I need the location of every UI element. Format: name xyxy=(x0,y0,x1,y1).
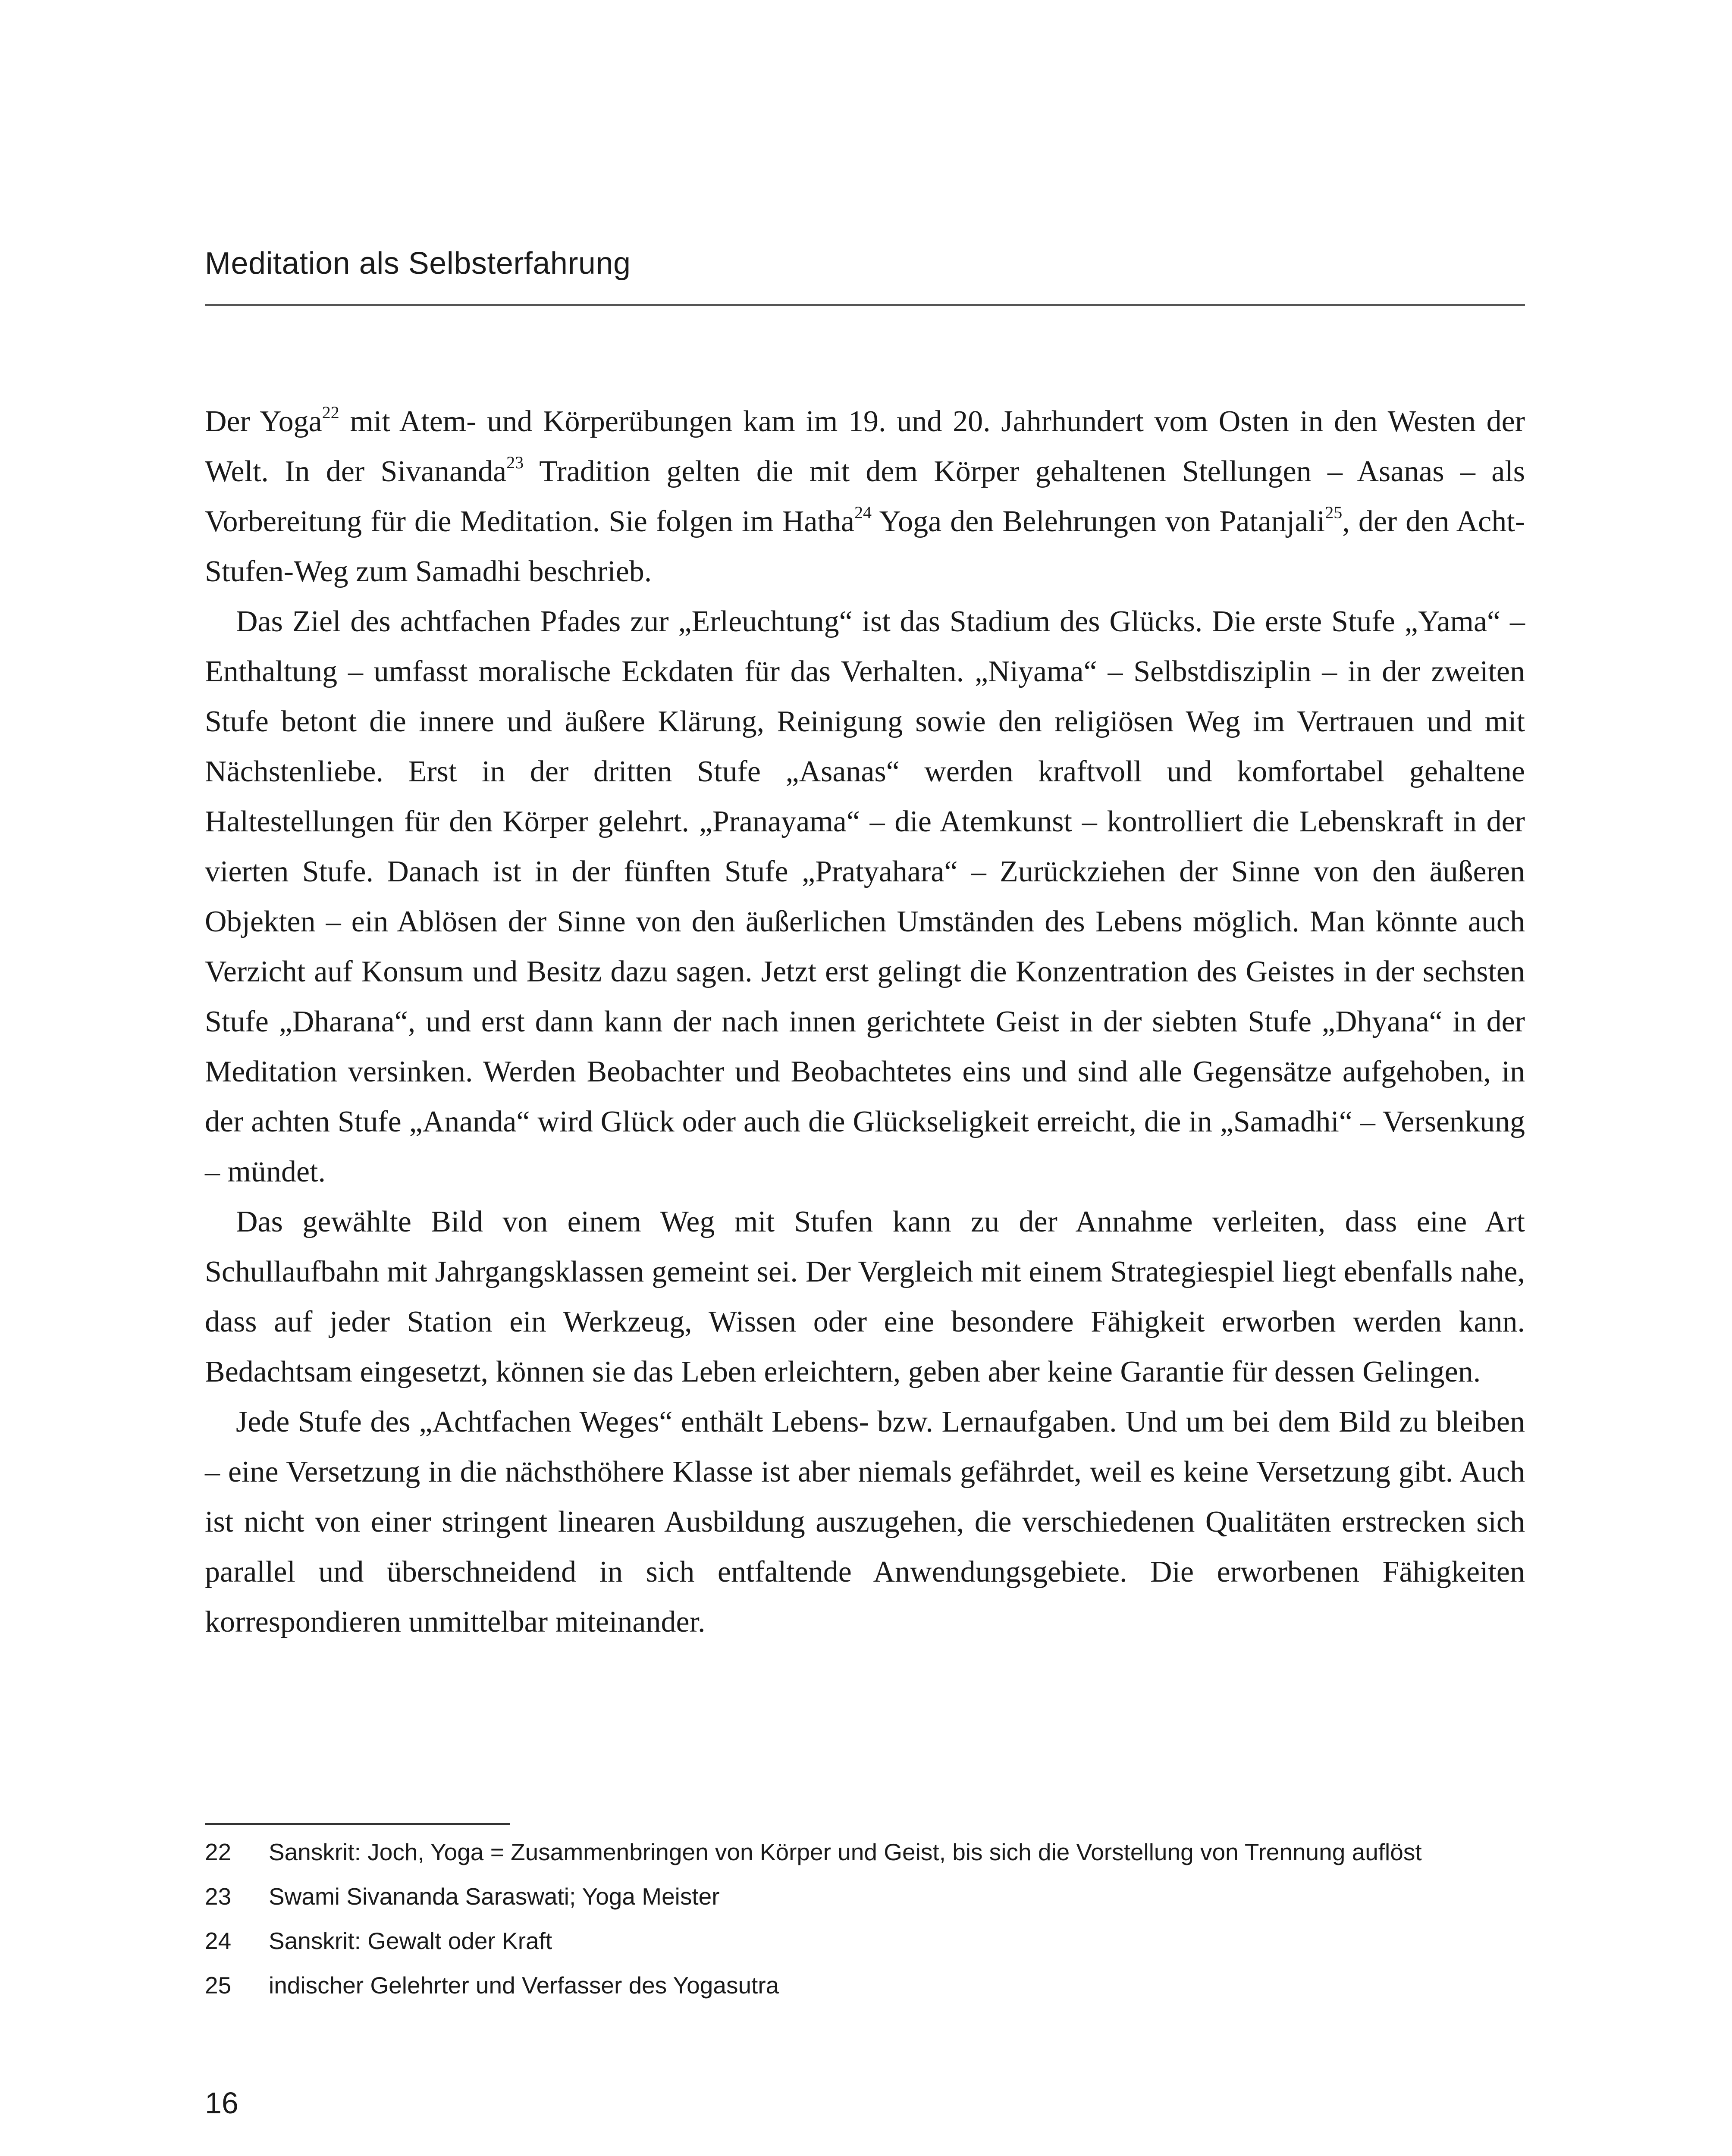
footnote-ref-22: 22 xyxy=(322,403,339,422)
paragraph-2: Das Ziel des achtfachen Pfades zur „Erleuchtung“ ist das Stadium des Glücks. Die erste Stufe „Yama“ – Enthaltung – umfasst moralische Eckdaten für das Verhalten. „Niyama“ – Selbstdisziplin – in der zweiten Stufe betont die innere und äußere Klärung, Reinigung sowie den religiösen Weg im Vertrauen und mit Nächstenliebe. Erst in der dritten Stufe „Asanas“ werden kraftvoll und komfortabel gehaltene Haltestellungen für den Körper gelehrt. „Pranayama“ – die Atemkunst – kontrolliert die Lebenskraft in der vierten Stufe. Danach ist in der fünften Stufe „Pratyahara“ – Zurückziehen der Sinne von den äußeren Objekten – ein Ablösen der Sinne von den äußerlichen Umständen des Lebens möglich. Man könnte auch Verzicht auf Konsum und Besitz dazu sagen. Jetzt erst gelingt die Konzentration des Geistes in der sechsten Stufe „Dharana“, und erst dann kann der nach innen gerichtete Geist in der siebten Stufe „Dhyana“ in der Meditation versinken. Werden Beobachter und Beobachtetes eins und sind alle Gegensätze aufgehoben, in der achten Stufe „Ananda“ wird Glück oder auch die Glückseligkeit erreicht, die in „Samadhi“ – Versenkung – mündet. xyxy=(205,605,1525,1188)
footnote-divider xyxy=(205,1823,510,1825)
footnote-text: Sanskrit: Gewalt oder Kraft xyxy=(269,1927,552,1954)
footnote-number: 24 xyxy=(205,1927,232,1954)
paragraph-4: Jede Stufe des „Achtfachen Weges“ enthält Lebens- bzw. Lernaufgaben. Und um bei dem Bild zu bleiben – eine Versetzung in die nächsthöhere Klasse ist aber niemals gefährdet, weil es keine Versetzung gibt. Auch ist nicht von einer stringent linearen Ausbildung auszugehen, die verschiedenen Qualitäten erstrecken sich parallel und überschneidend in sich entfaltende Anwendungsgebiete. Die erworbenen Fähigkeiten korrespondieren unmittelbar miteinander. xyxy=(205,1405,1525,1639)
footnote-number: 25 xyxy=(205,1972,232,1999)
footnote-22 xyxy=(205,1835,1525,1869)
footnote-text: indischer Gelehrter und Verfasser des Yogasutra xyxy=(269,1972,779,1999)
footnote-ref-25: 25 xyxy=(1325,503,1343,522)
p1-text-3: Tradition gelten die mit dem Körper gehaltenen Stellungen – Asanas – als Vorbereitung für die Meditation. Sie folgen im Hatha xyxy=(205,455,1525,538)
footnote-number: 22 xyxy=(205,1839,232,1865)
footnote-25 xyxy=(205,1968,1525,2002)
footnote-number: 23 xyxy=(205,1883,232,1910)
footnote-24 xyxy=(205,1924,1525,1958)
footnotes xyxy=(205,1835,1525,2012)
footnote-ref-24: 24 xyxy=(854,503,872,522)
paragraph-3: Das gewählte Bild von einem Weg mit Stufen kann zu der Annahme verleiten, dass eine Art Schullaufbahn mit Jahrgangsklassen gemeint sei. Der Vergleich mit einem Strategiespiel liegt ebenfalls nahe, dass auf jeder Station ein Werkzeug, Wissen oder eine besondere Fähigkeit erworben werden kann. Bedachtsam eingesetzt, können sie das Leben erleichtern, geben aber keine Garantie für dessen Gelingen. xyxy=(205,1205,1525,1388)
page-number: 16 xyxy=(205,2086,238,2120)
paragraph-1 xyxy=(205,397,1525,597)
footnote-text: Swami Sivananda Saraswati; Yoga Meister xyxy=(269,1883,720,1910)
footnote-text: Sanskrit: Joch, Yoga = Zusammenbringen von Körper und Geist, bis sich die Vorstellung von Trennung auflöst xyxy=(269,1839,1422,1865)
header-divider xyxy=(205,304,1525,306)
main-text xyxy=(205,397,1525,1647)
p1-text-2: mit Atem- und Körperübungen kam im 19. und 20. Jahrhundert vom Osten in den Westen der Welt. In der Sivananda xyxy=(205,405,1525,488)
p1-text-1: Der Yoga xyxy=(205,405,322,438)
p1-text-5: , der den Acht-Stufen-Weg zum Samadhi beschrieb. xyxy=(205,505,1525,588)
p1-text-4: Yoga den Belehrungen von Patanjali xyxy=(872,505,1325,538)
footnote-ref-23: 23 xyxy=(506,453,524,472)
running-title: Meditation als Selbsterfahrung xyxy=(205,246,631,281)
footnote-23 xyxy=(205,1879,1525,1914)
